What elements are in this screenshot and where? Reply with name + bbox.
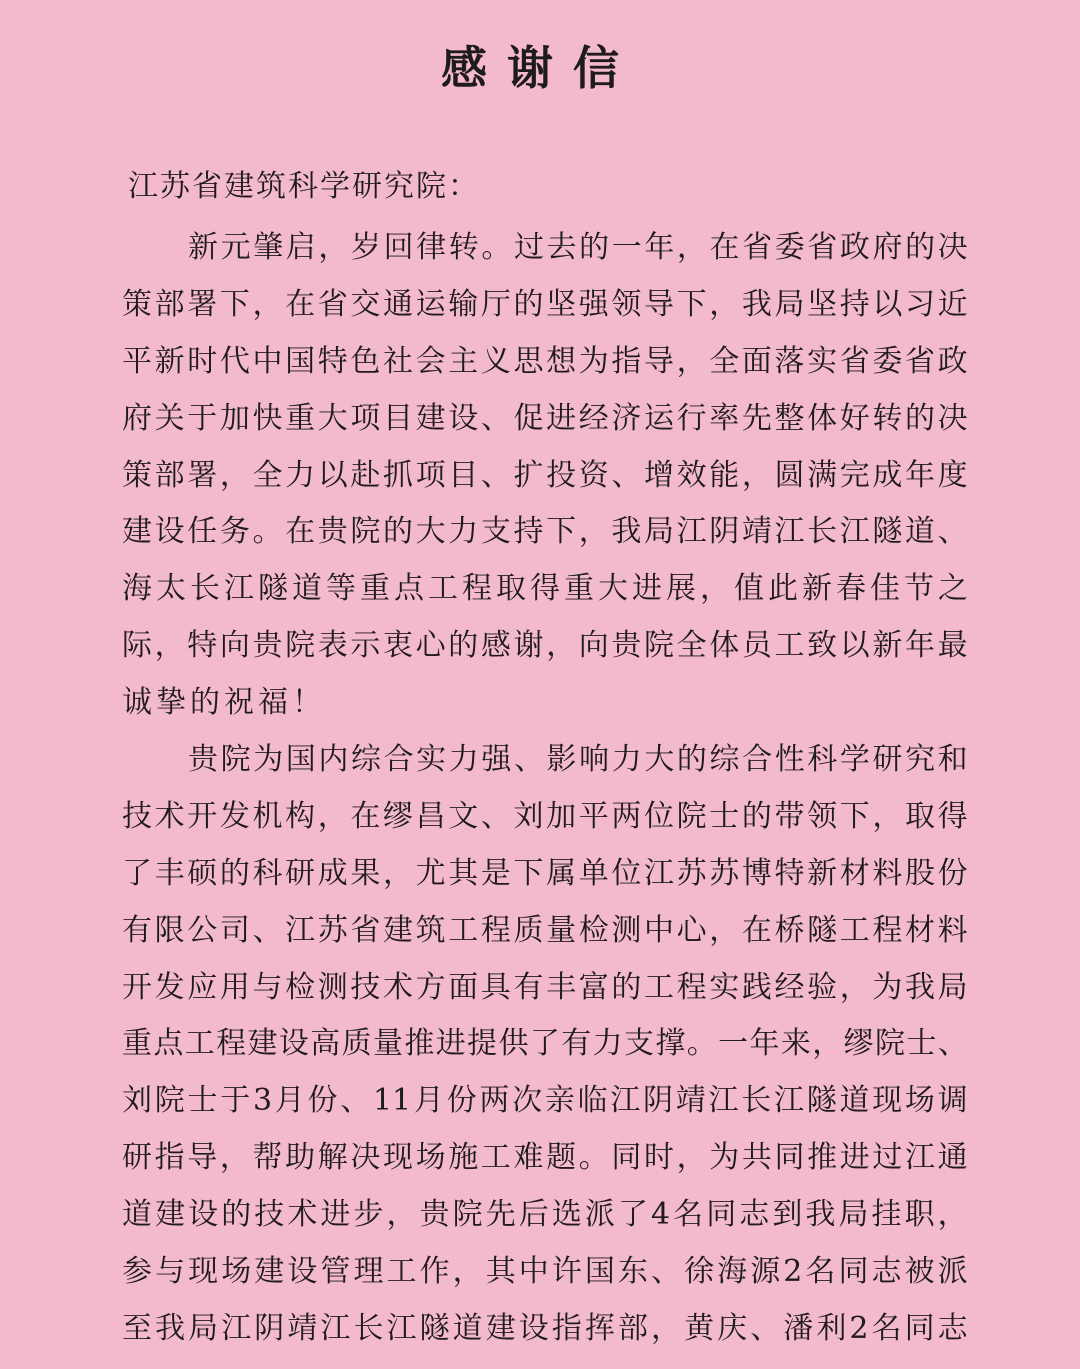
letter-line: 新 元 肇 启 ， 岁 回 律 转 。 过 去 的 一 年 ， 在 省 委 省 政 府 的 决 — [188, 230, 968, 265]
letter-line: 技 术 开 发 机 构 ， 在 缪 昌 文 、 刘 加 平 两 位 院 士 的 带 领 下 ， 取 得 — [122, 798, 968, 834]
letter-line: 开 发 应 用 与 检 测 技 术 方 面 具 有 丰 富 的 工 程 实 践 经 验 ， 为 我 局 — [122, 969, 968, 1005]
letter-line: 府 关 于 加 快 重 大 项 目 建 设 、 促 进 经 济 运 行 率 先 整 体 好 转 的 决 — [122, 400, 968, 436]
letter-line: 海 太 长 江 隧 道 等 重 点 工 程 取 得 重 大 进 展 ， 值 此 新 春 佳 节 之 — [122, 571, 968, 607]
letter-body — [122, 220, 968, 1358]
letter-greeting: 江苏省建筑科学研究院： — [128, 169, 480, 204]
letter-line: 有 限 公 司 、 江 苏 省 建 筑 工 程 质 量 检 测 中 心 ， 在 桥 隧 工 程 材 料 — [122, 912, 968, 948]
letter-line: 刘 院 士 于 3 月 份 、 11 月 份 两 次 亲 临 江 阴 靖 江 长 江 隧 道 现 场 调 — [122, 1083, 968, 1119]
letter-title: 感谢信 — [441, 41, 639, 95]
letter-line: 策 部 署 下 ， 在 省 交 通 运 输 厅 的 坚 强 领 导 下 ， 我 局 坚 持 以 习 近 — [122, 286, 968, 322]
letter-line: 平 新 时 代 中 国 特 色 社 会 主 义 思 想 为 指 导 ， 全 面 落 实 省 委 省 政 — [122, 343, 968, 379]
letter-line: 重 点 工 程 建 设 高 质 量 推 进 提 供 了 有 力 支 撑 。 一 年 来 ， 缪 院 士 、 — [122, 1026, 968, 1062]
letter-line: 参 与 现 场 建 设 管 理 工 作 ， 其 中 许 国 东 、 徐 海 源 2 名 同 志 被 派 — [122, 1254, 968, 1290]
letter-line: 道 建 设 的 技 术 进 步 ， 贵 院 先 后 选 派 了 4 名 同 志 到 我 局 挂 职 ， — [122, 1197, 968, 1233]
letter-line: 策 部 署 ， 全 力 以 赴 抓 项 目 、 扩 投 资 、 增 效 能 ， 圆 满 完 成 年 度 — [122, 457, 968, 493]
letter-line: 建 设 任 务 。 在 贵 院 的 大 力 支 持 下 ， 我 局 江 阴 靖 江 长 江 隧 道 、 — [122, 514, 968, 550]
letter-line: 贵 院 为 国 内 综 合 实 力 强 、 影 响 力 大 的 综 合 性 科 学 研 究 和 — [188, 742, 968, 778]
letter-line: 了 丰 硕 的 科 研 成 果 ， 尤 其 是 下 属 单 位 江 苏 苏 博 特 新 材 料 股 份 — [122, 855, 968, 891]
letter-line: 至 我 局 江 阴 靖 江 长 江 隧 道 建 设 指 挥 部 ， 黄 庆 、 潘 利 2 名 同 志 — [122, 1310, 968, 1346]
letter-line: 际 ， 特 向 贵 院 表 示 衷 心 的 感 谢 ， 向 贵 院 全 体 员 工 致 以 新 年 最 — [122, 628, 968, 664]
letter-line: 研 指 导 ， 帮 助 解 决 现 场 施 工 难 题 。 同 时 ， 为 共 同 推 进 过 江 通 — [122, 1140, 968, 1176]
letter-line: 诚 挚 的 祝 福 ！ — [122, 685, 326, 721]
